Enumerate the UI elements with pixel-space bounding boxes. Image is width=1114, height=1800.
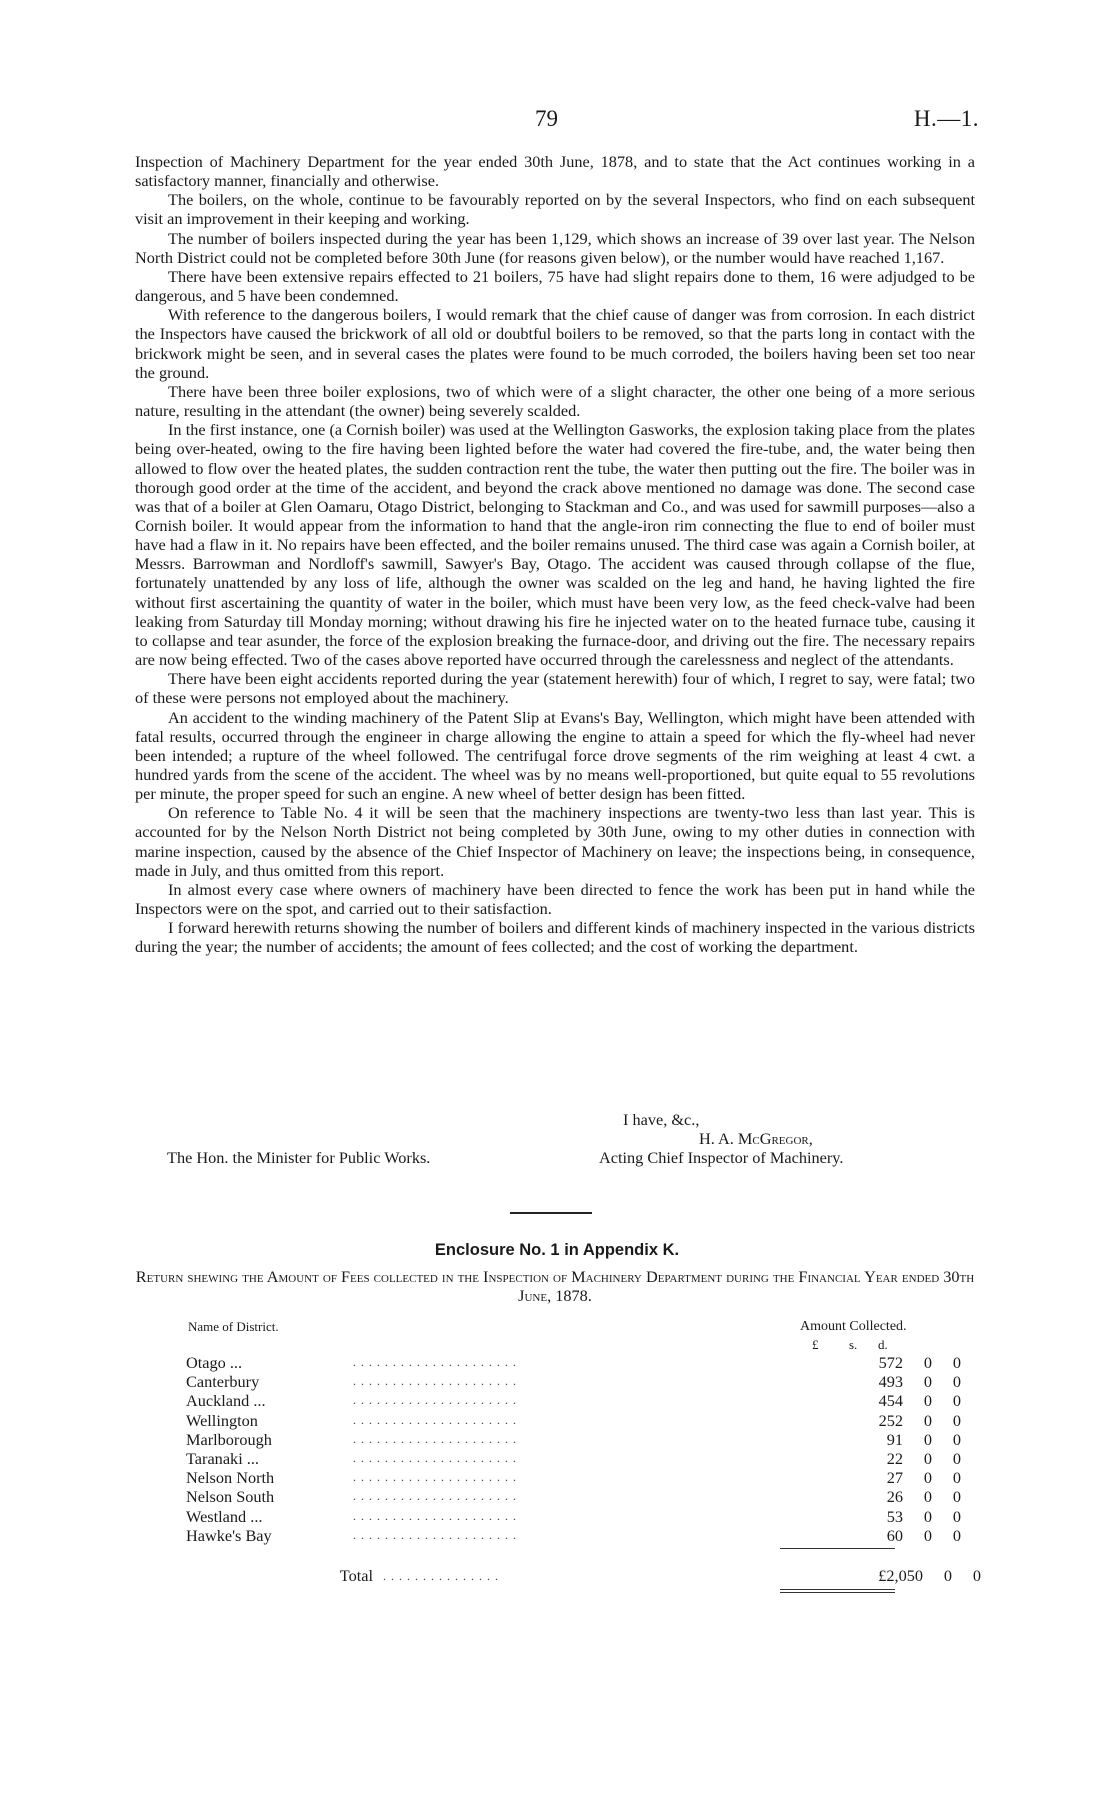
signature-block [135, 1110, 975, 1190]
leader-dots: . . . . . . . . . . . . . . . . . . . . . [353, 1470, 517, 1485]
amount-shillings: 0 [923, 1410, 932, 1430]
district-name: Taranaki ... [186, 1449, 259, 1469]
district-name: Westland ... [186, 1506, 263, 1526]
amount-pence: 0 [952, 1429, 961, 1449]
amount-shillings: 0 [923, 1429, 932, 1449]
amount-pounds: 60 [886, 1525, 903, 1545]
district-name: Hawke's Bay [186, 1525, 272, 1545]
paragraph: In the first instance, one (a Cornish boiler) was used at the Wellington Gasworks, the explosion taking place from the plates being over-heated, owing to the fire having been lighted before the water had covered the fire-tube, and, the water being then allowed to flow over the heated plates, the sudden contraction rent the tube, the water then putting out the fire. The boiler was in thorough good order at the time of the accident, and beyond the crack above mentioned no damage was done. The second case was that of a boiler at Glen Oamaru, Otago District, belonging to Stackman and Co., and was used for sawmill purposes—also a Cornish boiler. It would appear from the information to hand that the angle-iron rim connecting the flue to end of boiler must have had a flaw in it. No repairs have been effected, and the boiler remains unused. The third case was again a Cornish boiler, at Messrs. Barrowman and Nordloff's sawmill, Sawyer's Bay, Otago. The accident was caused through collapse of the flue, fortunately unattended by any loss of life, although the owner was scalded on the leg and hand, he having lighted the fire without first ascertaining the quantity of water in the boiler, which must have been very low, as the feed check-valve had been leaking from Saturday till Monday morning; without drawing his fire he injected water on to the heated furnace tube, causing it to collapse and tear asunder, the force of the explosion breaking the furnace-door, and driving out the fire. The necessary repairs are now being effected. Two of the cases above reported have occurred through the carelessness and neglect of the attendants. [135, 420, 975, 670]
amount-pence: 0 [952, 1449, 961, 1469]
subtotal-rule [780, 1548, 895, 1549]
leader-dots: . . . . . . . . . . . . . . . . . . . . . [353, 1431, 517, 1446]
paragraph: There have been extensive repairs effected to 21 boilers, 75 have had slight repairs done to them, 16 were adjudged to be dangerous, and 5 have been condemned. [135, 266, 975, 306]
total-shillings: 0 [943, 1566, 952, 1585]
amount-pence: 0 [952, 1525, 961, 1545]
total-pounds: £2,050 [878, 1566, 923, 1585]
paragraph: I forward herewith returns showing the number of boilers and different kinds of machinery inspected in the various districts during the year; the number of accidents; the amount of fees collected; and the cost of working the department. [135, 918, 975, 957]
amount-pounds: 91 [886, 1429, 903, 1449]
district-name: Auckland ... [186, 1391, 266, 1411]
amount-pounds: 22 [886, 1449, 903, 1469]
leader-dots: . . . . . . . . . . . . . . . . . . . . . [353, 1527, 517, 1542]
amount-pounds: 252 [878, 1410, 903, 1430]
amount-pounds: 572 [878, 1353, 903, 1372]
leader-dots: . . . . . . . . . . . . . . . . . . . . . [353, 1355, 517, 1369]
paragraph: With reference to the dangerous boilers, I would remark that the chief cause of danger was from corrosion. In each district the Inspectors have caused the brickwork of all old or doubtful boilers to be removed, so that the parts long in contact with the brickwork might be seen, and in several cases the plates were found to be much corroded, the boilers having been set too near the ground. [135, 305, 975, 382]
page-number: 79 [535, 106, 558, 131]
paragraph: There have been three boiler explosions, two of which were of a slight character, the other one being of a more serious nature, resulting in the attendant (the owner) being severely scalded. [135, 381, 975, 421]
amount-shillings: 0 [923, 1487, 932, 1507]
total-row [186, 1566, 981, 1586]
district-name: Nelson North [186, 1468, 275, 1488]
leader-dots: . . . . . . . . . . . . . . . . . . . . . [353, 1451, 517, 1466]
table-row [186, 1507, 961, 1526]
amount-shillings: 0 [923, 1506, 932, 1526]
leader-dots: . . . . . . . . . . . . . . . . . . . . . [353, 1508, 517, 1523]
total-label: Total [339, 1566, 373, 1585]
amount-pence: 0 [952, 1506, 961, 1526]
district-name: Otago ... [186, 1353, 243, 1372]
unit-shillings: s. [849, 1337, 858, 1352]
paragraph: On reference to Table No. 4 it will be seen that the machinery inspections are twenty-two less than last year. This is accounted for by the Nelson North District not being completed by 30th June, owing to my other duties in connection with marine inspection, caused by the absence of the Chief Inspector of Machinery on leave; the inspections being, in consequence, made in July, and thus omitted from this report. [135, 803, 975, 880]
table-row [186, 1353, 961, 1372]
closing: I have, &c., [623, 1110, 700, 1129]
table-row [186, 1372, 961, 1391]
report-body [135, 152, 975, 957]
total-rule-lower [780, 1592, 895, 1593]
amount-pounds: 53 [886, 1506, 903, 1526]
signatory-title: Acting Chief Inspector of Machinery. [599, 1148, 844, 1167]
fees-table [186, 1353, 961, 1545]
amount-shillings: 0 [923, 1372, 932, 1392]
total-rule-upper [780, 1589, 895, 1590]
amount-pence: 0 [952, 1391, 961, 1411]
amount-pence: 0 [952, 1468, 961, 1488]
paragraph: There have been eight accidents reported during the year (statement herewith) four of which, I regret to say, were fatal; two of these were persons not employed about the machinery. [135, 669, 975, 708]
section-divider [510, 1212, 592, 1214]
district-name: Canterbury [186, 1372, 260, 1392]
enclosure-heading: Enclosure No. 1 in Appendix K. [434, 1241, 680, 1259]
leader-dots: . . . . . . . . . . . . . . . . . . . . . [353, 1393, 517, 1408]
table-row [186, 1468, 961, 1487]
paragraph: An accident to the winding machinery of the Patent Slip at Evans's Bay, Wellington, which might have been attended with fatal results, occurred through the engineer in charge allowing the engine to attain a speed for which the fly-wheel had never been intended; a rupture of the wheel followed. The centrifugal force drove segments of the rim weighing at least 4 cwt. a hundred yards from the scene of the accident. The wheel was by no means well-proportioned, but quite equal to 55 revolutions per minute, the proper speed for such an engine. A new wheel of better design has been fitted. [135, 707, 975, 804]
table-row [186, 1411, 961, 1430]
amount-shillings: 0 [923, 1525, 932, 1545]
leader-dots: . . . . . . . . . . . . . . . . . . . . . [353, 1374, 517, 1389]
signatory-name: H. A. McGregor, [699, 1129, 813, 1148]
amount-pounds: 26 [886, 1487, 903, 1507]
leader-dots: . . . . . . . . . . . . . . . . . . . . . [353, 1412, 517, 1427]
district-name: Nelson South [186, 1487, 275, 1507]
amount-shillings: 0 [923, 1449, 932, 1469]
column-header-district: Name of District. [188, 1319, 279, 1334]
table-row [186, 1391, 961, 1410]
amount-shillings: 0 [923, 1468, 932, 1488]
paragraph: The number of boilers inspected during the year has been 1,129, which shows an increase of 39 over last year. The Nelson North District could not be completed before 30th June (for reasons given below), or the number would have reached 1,167. [135, 228, 975, 267]
table-row [186, 1487, 961, 1506]
table-row [186, 1449, 961, 1468]
table-row [186, 1526, 961, 1545]
paragraph: The boilers, on the whole, continue to be favourably reported on by the several Inspectors, who find on each subsequent visit an improvement in their keeping and working. [135, 190, 975, 229]
amount-pounds: 27 [886, 1468, 903, 1488]
addressee: The Hon. the Minister for Public Works. [167, 1148, 431, 1167]
total-leader-dots: . . . . . . . . . . . . . . . [383, 1568, 499, 1583]
amount-shillings: 0 [923, 1353, 932, 1372]
amount-pence: 0 [952, 1410, 961, 1430]
unit-pence: d. [878, 1337, 888, 1352]
amount-pence: 0 [952, 1353, 961, 1372]
paragraph: Inspection of Machinery Department for the year ended 30th June, 1878, and to state that the Act continues working in a satisfactory manner, financially and otherwise. [135, 152, 975, 191]
document-reference: H.—1. [913, 106, 979, 131]
district-name: Marlborough [186, 1429, 272, 1449]
leader-dots: . . . . . . . . . . . . . . . . . . . . . [353, 1489, 517, 1504]
column-header-amount: Amount Collected. [800, 1319, 907, 1334]
amount-shillings: 0 [923, 1391, 932, 1411]
amount-pence: 0 [952, 1487, 961, 1507]
district-name: Wellington [186, 1410, 258, 1430]
unit-pounds: £ [812, 1337, 819, 1352]
total-pence: 0 [972, 1566, 981, 1585]
amount-pounds: 454 [878, 1391, 903, 1411]
return-title: Return shewing the Amount of Fees collected in the Inspection of Machinery Department during the Financial Year ended 30th June, 1878. [135, 1267, 975, 1305]
amount-pence: 0 [952, 1372, 961, 1392]
paragraph: In almost every case where owners of machinery have been directed to fence the work has been put in hand while the Inspectors were on the spot, and carried out to their satisfaction. [135, 879, 975, 919]
amount-pounds: 493 [878, 1372, 903, 1392]
table-row [186, 1430, 961, 1449]
